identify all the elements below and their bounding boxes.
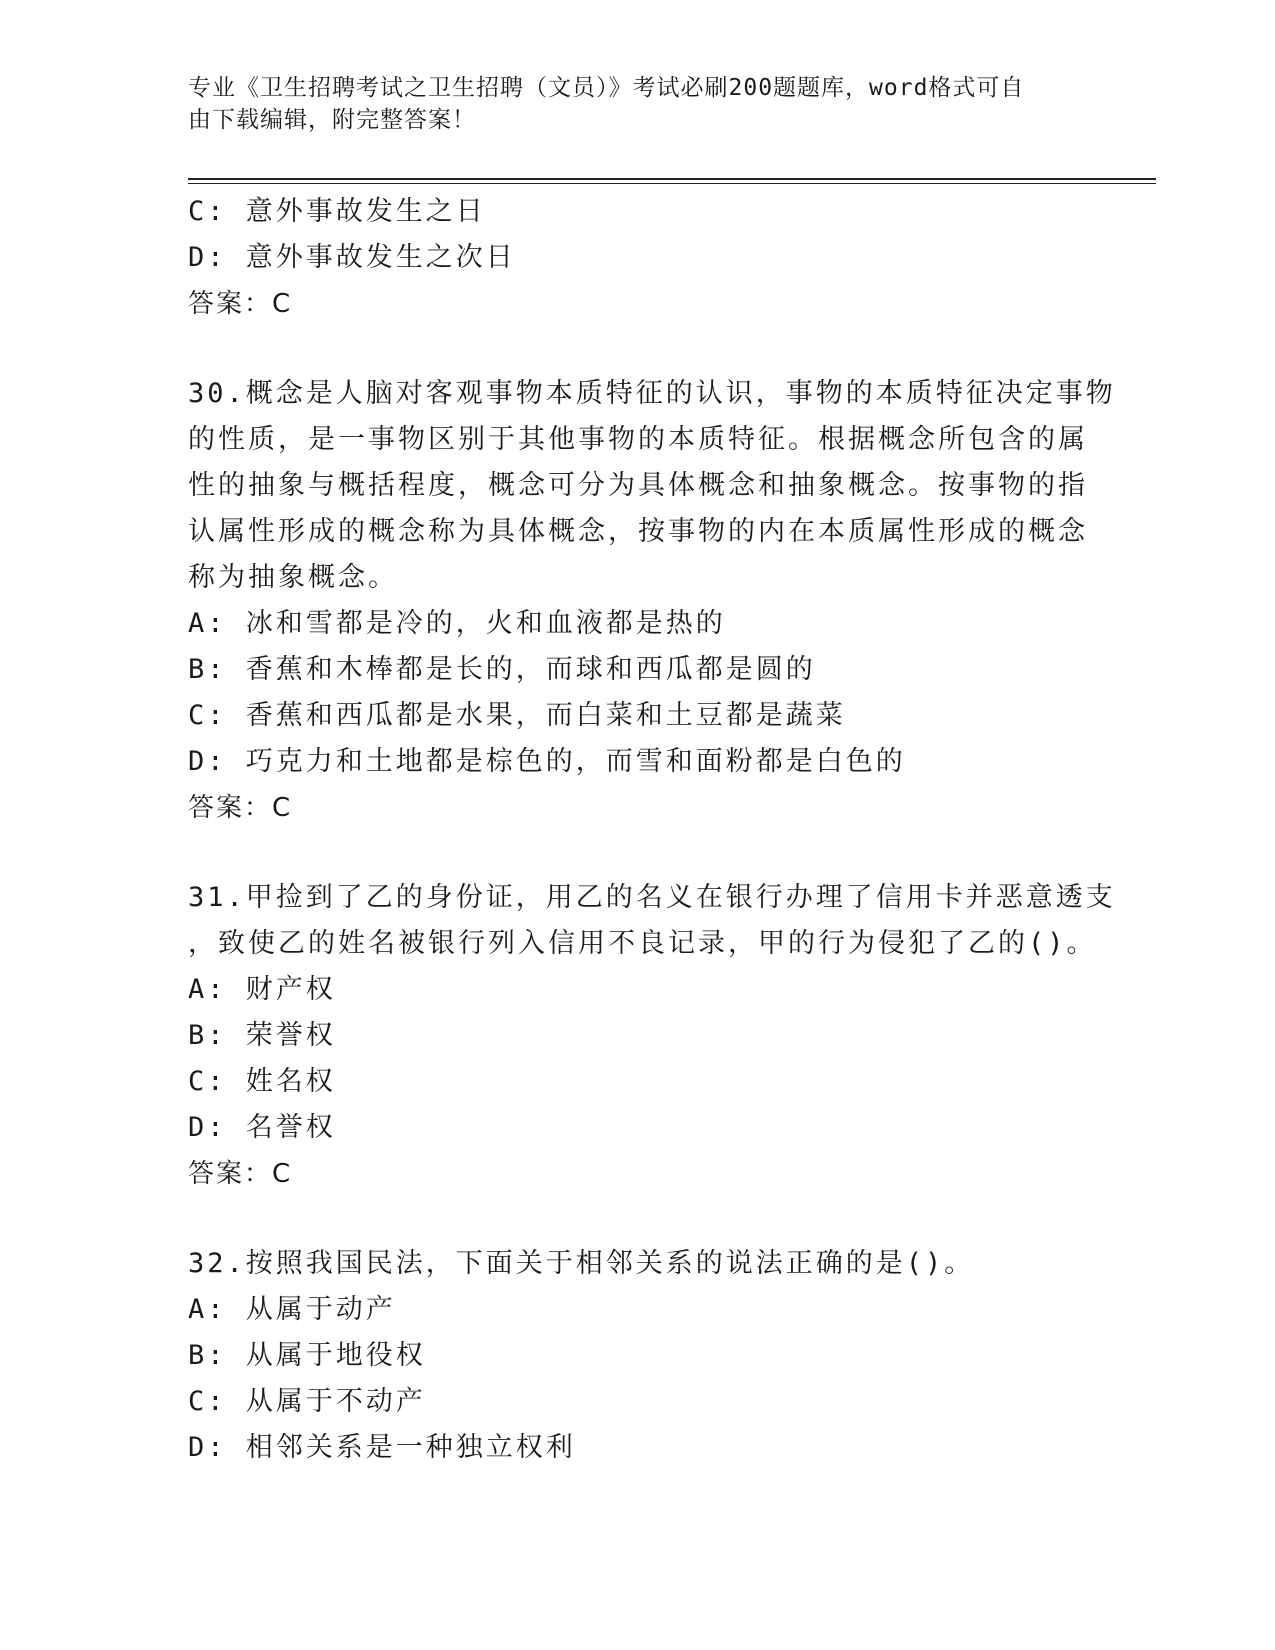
option-c: C: 姓名权 (188, 1066, 336, 1097)
question-32 (188, 1241, 1088, 1471)
question-text-line: 性的抽象与概括程度，概念可分为具体概念和抽象概念。按事物的指 (188, 470, 1088, 501)
option-a: A: 财产权 (188, 974, 336, 1005)
option-a: A: 冰和雪都是冷的，火和血液都是热的 (188, 608, 726, 639)
document-header (188, 72, 1068, 136)
option-b: B: 从属于地役权 (188, 1340, 426, 1371)
option-a: A: 从属于动产 (188, 1294, 396, 1325)
header-line-2: 由下载编辑，附完整答案！ (188, 107, 476, 133)
question-31 (188, 875, 1116, 1197)
answer-line: 答案：C (188, 1159, 293, 1189)
question-text-line: 30.概念是人脑对客观事物本质特征的认识，事物的本质特征决定事物 (188, 378, 1116, 409)
header-rule-thin (188, 183, 1156, 184)
answer-line: 答案：C (188, 793, 293, 823)
option-b: B: 荣誉权 (188, 1020, 336, 1051)
question-text-line: 31.甲捡到了乙的身份证，用乙的名义在银行办理了信用卡并恶意透支 (188, 882, 1116, 913)
option-b: B: 香蕉和木棒都是长的，而球和西瓜都是圆的 (188, 654, 816, 685)
question-text-line: ，致使乙的姓名被银行列入信用不良记录，甲的行为侵犯了乙的()。 (188, 928, 1097, 959)
option-c: C: 意外事故发生之日 (188, 196, 486, 227)
question-content (188, 189, 1116, 1471)
option-d: D: 巧克力和土地都是棕色的，而雪和面粉都是白色的 (188, 746, 906, 777)
header-rule-thick (188, 178, 1156, 180)
option-d: D: 意外事故发生之次日 (188, 242, 516, 273)
question-text-line: 认属性形成的概念称为具体概念，按事物的内在本质属性形成的概念 (188, 516, 1088, 547)
question-30 (188, 371, 1116, 831)
option-d: D: 名誉权 (188, 1112, 336, 1143)
header-line-1: 专业《卫生招聘考试之卫生招聘（文员）》考试必刷200题题库，word格式可自 (188, 75, 1025, 101)
answer-line: 答案：C (188, 289, 293, 319)
question-text-line: 的性质，是一事物区别于其他事物的本质特征。根据概念所包含的属 (188, 424, 1088, 455)
question-text-line: 32.按照我国民法，下面关于相邻关系的说法正确的是()。 (188, 1248, 975, 1279)
option-c: C: 从属于不动产 (188, 1386, 426, 1417)
question-text-line: 称为抽象概念。 (188, 562, 398, 593)
option-d: D: 相邻关系是一种独立权利 (188, 1432, 576, 1463)
option-c: C: 香蕉和西瓜都是水果，而白菜和土豆都是蔬菜 (188, 700, 846, 731)
